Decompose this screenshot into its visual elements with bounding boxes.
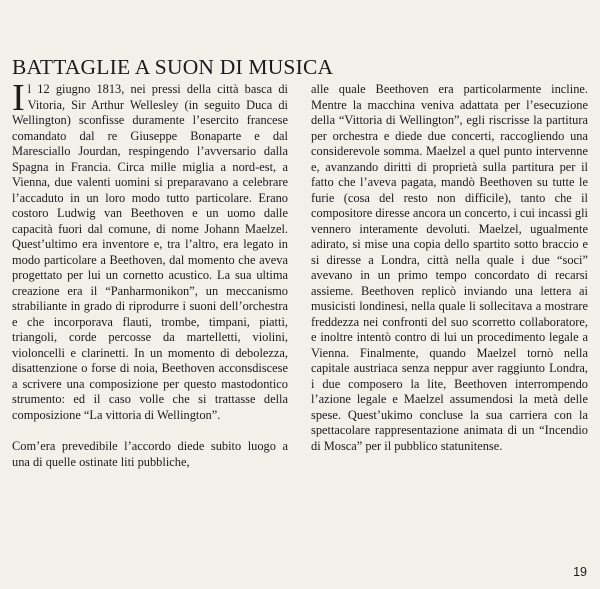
left-column [12, 77, 288, 470]
paragraph-text: l 12 giugno 1813, nei pressi della città basca di Vitoria, Sir Arthur Wellesley (in seguito Duca di Wellington) sconfisse duramente l’esercito francese comandato dal re Giuseppe Bonaparte e dal Maresciallo Jourdan, respingendo l’avversario dalla Spagna in Francia. Circa mille miglia a nord-est, a Vienna, due valenti uomini si preparavano a celebrare l’accaduto in un loro modo tutto particolare. Erano costoro Ludwig van Beethoven e un uomo dalle capacità fuori dal comune, di nome Johann Maelzel. Quest’ultimo era inventore e, tra l’altro, era legato in modo particolare a Beethoven, dal momento che aveva progettato per lui un cornetto acustico. La sua ultima creazione era il “Panharmonikon”, un meccanismo strabiliante in grado di riprodurre i suoni dell’orchestra e che incorporava flauti, trombe, timpani, piatti, triangoli, corde percosse da martelletti, violini, violoncelli e clarinetti. In un momento di debolezza, disattenzione o forse di noia, Beethoven acconsdiscese a scrivere una composizione per questo mastodontico strumento: ed il caso volle che si trattasse della composizione “La vittoria di Wellington”. [12, 82, 288, 422]
drop-cap: I [12, 77, 25, 119]
paragraph: Com’era prevedibile l’accordo diede subito luogo a una di quelle ostinate liti pubbliche, [12, 439, 288, 469]
page-number: 19 [573, 565, 587, 579]
page-title: BATTAGLIE A SUON DI MUSICA [12, 55, 334, 79]
right-column [311, 82, 588, 454]
paragraph: alle quale Beethoven era particolarmente incline. Mentre la macchina veniva adattata per l’esecuzione della “Vittoria di Wellington”, egli riscrisse la partitura per orchestra e diede due concerti, raccogliendo una considerevole somma. Maelzel a quel punto intervenne e, avanzando diritti di proprietà sulla partitura per il fatto che l’aveva pagata, mandò Beethoven su tutte le furie (cosa del resto non difficile), tanto che il compositore diresse ancora un concerto, i cui incassi gli vennero interamente devoluti. Maelzel, ugualmente adirato, si mise una copia dello spartito sotto braccio e si diresse a Londra, città nella quale i due “soci” avevano in un primo tempo concordato di recarsi assieme. Beethoven replicò inviando una lettera ai musicisti londinesi, nella quale li sollecitava a mostrare freddezza nei confronti del suo scorretto collaboratore, e inoltre intentò contro di lui un procedimento legale a Vienna. Finalmente, quando Maelzel tornò nella capitale austriaca senza neppur aver raggiunto Londra, i due composero la lite, Beethoven interrompendo l’azione legale e Maelzel assumendosi la metà delle spese. Quest’ukimo concluse la sua carriera con la spettacolare rappresentazione animata di un “Incendio di Mosca” per il pubblico statunitense. [311, 82, 588, 453]
paragraph [12, 77, 288, 423]
